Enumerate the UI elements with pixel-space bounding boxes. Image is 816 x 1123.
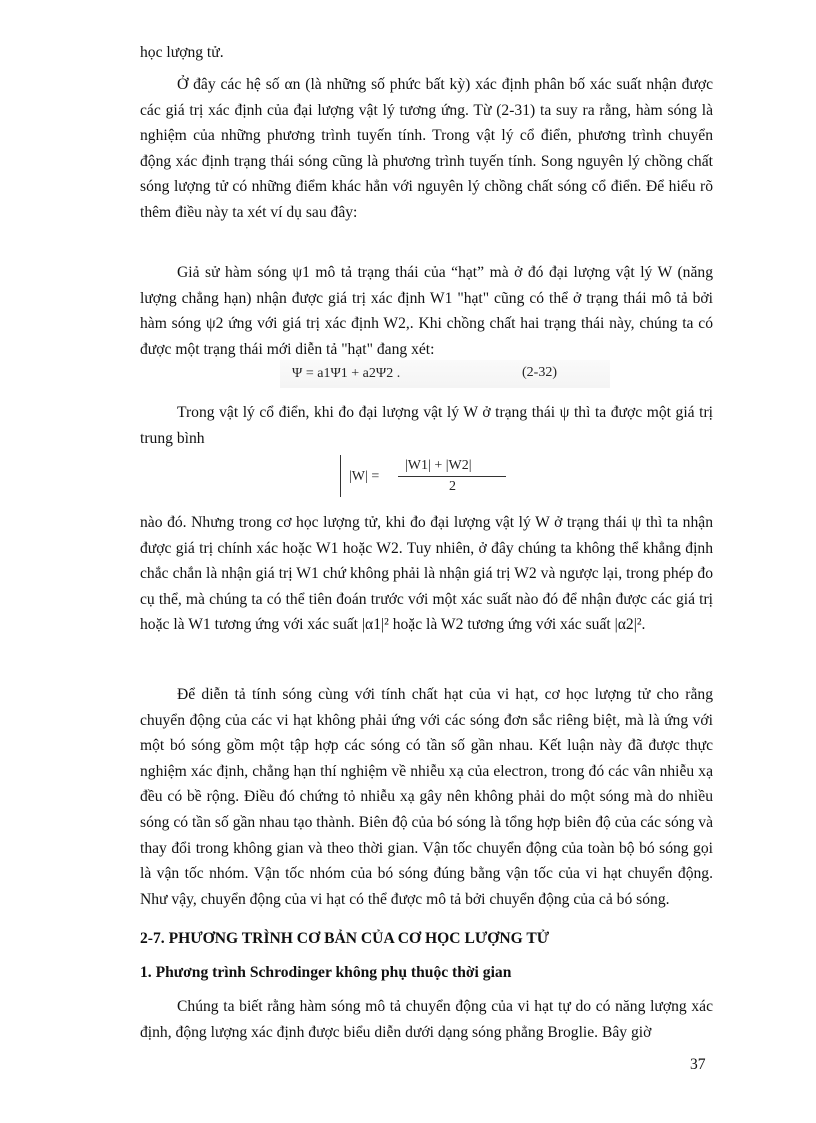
- equation-lhs: |W| =: [349, 469, 380, 484]
- fraction-denominator: 2: [449, 479, 456, 494]
- fraction-numerator: |W1| + |W2|: [405, 458, 472, 473]
- equation-2-32-number: (2-32): [522, 365, 557, 380]
- page-number: 37: [690, 1056, 706, 1073]
- paragraph-coefficients: Ở đây các hệ số αn (là những số phức bất kỳ) xác định phân bố xác suất nhận được các giá trị xác định của đại lượng vật lý tương ứng. Từ (2-31) ta suy ra rằng, hàm sóng là nghiệm của những phương trình tuyến tính. Trong vật lý cổ điển, phương trình chuyển động xác định trạng thái sóng cũng là phương trình tuyến tính. Song nguyên lý chồng chất sóng lượng tử có những điểm khác hẳn với nguyên lý chồng chất sóng cổ điển. Để hiểu rõ thêm điều này ta xét ví dụ sau đây:: [140, 76, 713, 221]
- paragraph-quantum-measurement: nào đó. Nhưng trong cơ học lượng tử, khi đo đại lượng vật lý W ở trạng thái ψ thì ta nhận được giá trị chính xác hoặc W1 hoặc W2. Tuy nhiên, ở đây chúng ta không thể khẳng định chắc chắn là nhận giá trị W1 chứ không phải là nhận giá trị W2 và ngược lại, trong phép đo cụ thể, mà chúng ta có thể tiên đoán trước với một xác suất nào đó để nhận được các giá trị hoặc là W1 tương ứng với xác suất |α1|² hoặc là W2 tương ứng với xác suất |α2|².: [140, 514, 713, 634]
- paragraph-wave-packet: Để diễn tả tính sóng cùng với tính chất hạt của vi hạt, cơ học lượng tử cho rằng chuyển động của các vi hạt không phải ứng với các sóng đơn sắc riêng biệt, mà là ứng với một bó sóng gồm một tập hợp các sóng có tần số gần nhau. Kết luận này đã được thực nghiệm xác định, chẳng hạn thí nghiệm về nhiễu xạ của electron, trong đó các vân nhiễu xạ đều có bề rộng. Điều đó chứng tỏ nhiễu xạ gây nên không phải do một sóng mà do nhiều sóng có tần số gần nhau tạo thành. Biên độ của bó sóng là tổng hợp biên độ của các sóng và thay đổi trong không gian và theo thời gian. Vận tốc chuyển động của toàn bộ bó sóng gọi là vận tốc nhóm. Vận tốc nhóm của bó sóng đúng bằng vận tốc của vi hạt chuyển động. Như vậy, chuyển động của vi hạt có thể được mô tả bởi chuyển động của cả bó sóng.: [140, 686, 713, 908]
- fraction-bar: [398, 476, 506, 477]
- paragraph-classical: Trong vật lý cổ điển, khi đo đại lượng vật lý W ở trạng thái ψ thì ta được một giá trị trung bình: [140, 404, 713, 447]
- equation-average-w: [340, 455, 511, 497]
- paragraph-wave-function: Giả sử hàm sóng ψ1 mô tả trạng thái của “hạt” mà ở đó đại lượng vật lý W (năng lượng chẳng hạn) nhận được giá trị xác định W1 "hạt" cũng có thể ở trạng thái mô tả bởi hàm sóng ψ2 ứng với giá trị xác định W2,. Khi chồng chất hai trạng thái này, chúng ta có được một trạng thái mới diễn tả "hạt" đang xét:: [140, 264, 713, 358]
- text-line-intro: học lượng tử.: [140, 44, 224, 61]
- section-heading: 2-7. PHƯƠNG TRÌNH CƠ BẢN CỦA CƠ HỌC LƯỢNG TỬ: [140, 930, 550, 947]
- subsection-heading: 1. Phương trình Schrodinger không phụ thuộc thời gian: [140, 964, 512, 981]
- equation-2-32: [280, 360, 610, 388]
- equation-2-32-expression: Ψ = a1Ψ1 + a2Ψ2 .: [292, 366, 401, 381]
- paragraph-schrodinger-intro: Chúng ta biết rằng hàm sóng mô tả chuyển động của vi hạt tự do có năng lượng xác định, động lượng xác định được biểu diễn dưới dạng sóng phẳng Broglie. Bây giờ: [140, 998, 713, 1041]
